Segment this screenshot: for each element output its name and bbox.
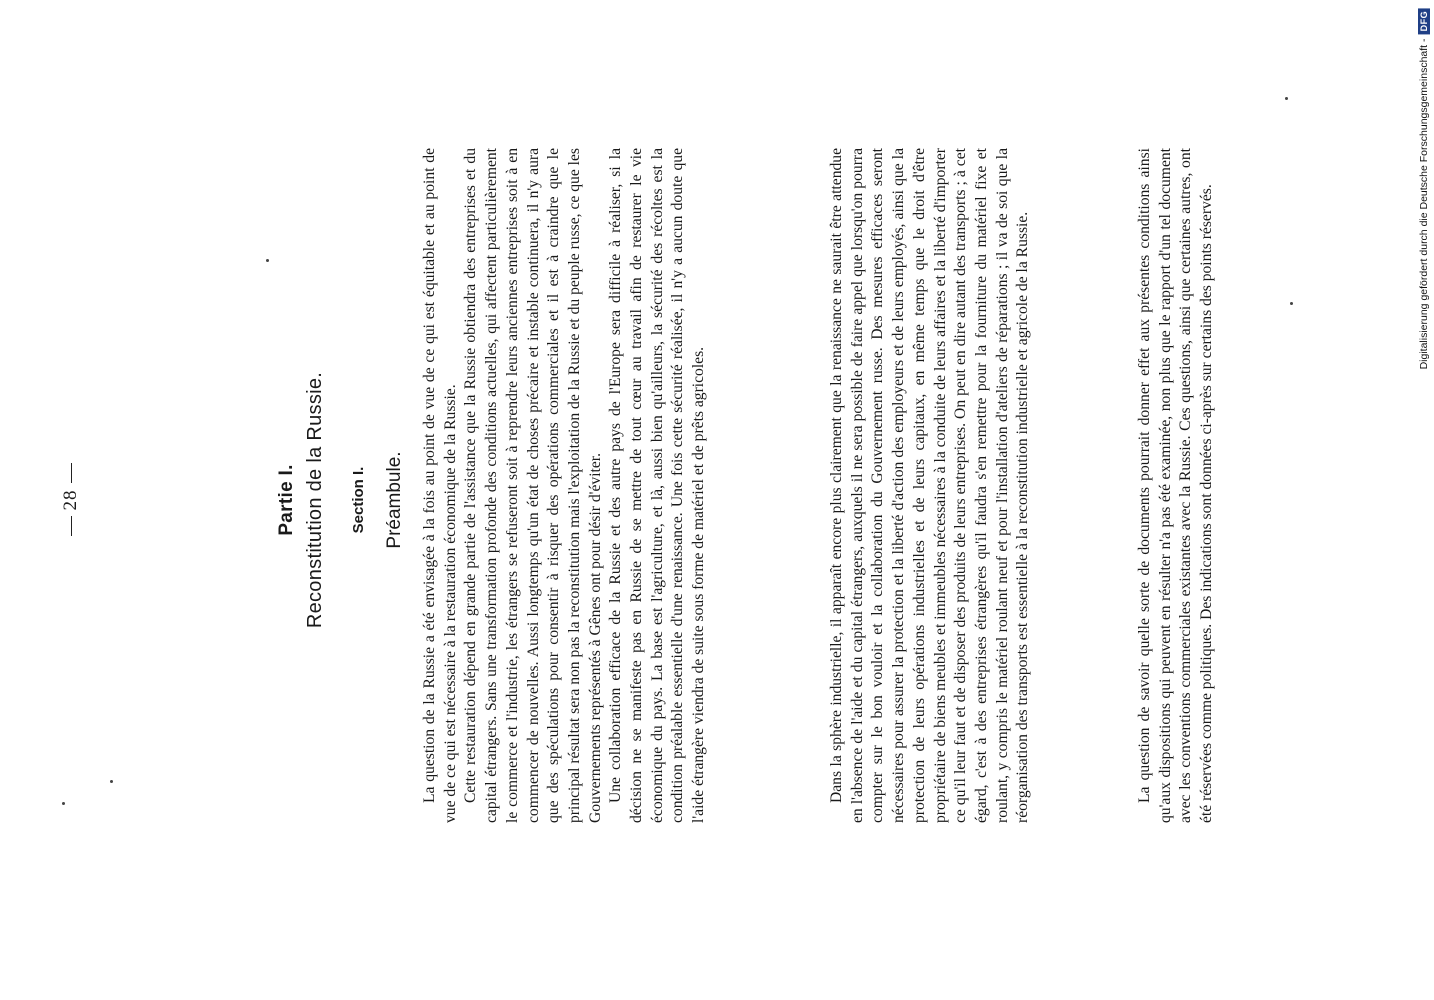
paragraph: Cette restauration dépend en grande partie de l'assistance que la Russie obtiendra des entreprises et du capital étrangers. Sans une transformation profonde des conditions actuelles, qui affectent particulièrement le commerce et l'industrie, les étrangers se refuseront soit à reprendre leurs anciennes entreprises soit à en commencer de nouvelles. Aussi longtemps qu'un état de choses précaire et instable continuera, il n'y aura que des spéculations pour consentir à risquer des opérations commerciales et il est à craindre que le principal résultat sera non pas la reconstitution mais l'exploitation de la Russie et du peuple russe, ce que les Gouvernements représentés à Gênes ont pour désir d'éviter. bbox=[462, 148, 604, 823]
scan-speck bbox=[1285, 97, 1288, 100]
scan-speck bbox=[62, 802, 65, 805]
paragraph: Une collaboration efficace de la Russie et des autre pays de l'Europe sera difficile à réaliser, si la décision ne se manifeste pas en Russie de se mettre de tout cœur au travail afin de restaurer le vie économique du pays. La base est l'agriculture, et là, aussi bien qu'ailleurs, la sécurité des récoltes est la condition préalable essentielle d'une renaissance. Une fois cette sécurité réalisée, il n'y a aucun doute que l'aide étrangère viendra de suite sous forme de matériel et de prêts agricoles. bbox=[607, 148, 708, 823]
credit-text: Digitalisierung gefördert durch die Deutsche Forschungsgemeinschaft - bbox=[1418, 38, 1430, 370]
text-block-1 bbox=[420, 148, 710, 823]
section-title: Section I. bbox=[350, 466, 367, 534]
paragraph: La question de la Russie a été envisagée à la fois au point de vue de ce qui est équitable et au point de vue de ce qui est nécessaire à la restauration économique de la Russie. bbox=[421, 148, 459, 823]
part-title: Partie I. bbox=[276, 464, 297, 536]
scan-speck bbox=[1290, 302, 1293, 305]
preamble-title: Préambule. bbox=[384, 451, 405, 549]
digitization-credit bbox=[1418, 8, 1430, 369]
text-block-2 bbox=[827, 148, 1034, 823]
scan-speck bbox=[110, 780, 113, 783]
page-number: 28 bbox=[60, 0, 82, 1000]
main-title: Reconstitution de la Russie. bbox=[304, 371, 326, 629]
paragraph: La question de savoir quelle sorte de documents pourrait donner effet aux présentes conditions ainsi qu'aux dispositions qui peuvent en résulter n'a pas été examinée, non plus que le rapport d'un tel document avec les conventions commerciales existantes avec la Russie. Ces questions, ainsi que certaines autres, ont été réservées comme politiques. Des indications sont données ci-après sur certains des points réservés. bbox=[1136, 148, 1216, 823]
text-block-3 bbox=[1135, 148, 1218, 823]
dfg-logo-icon: DFG bbox=[1418, 8, 1430, 35]
scan-speck bbox=[266, 259, 269, 262]
paragraph: Dans la sphère industrielle, il apparaît encore plus clairement que la renaissance ne saurait être attendue en l'absence de l'aide et du capital étrangers, auxquels il ne sera possible de faire appel que lorsqu'on pourra compter sur le bon vouloir et la collaboration du Gouvernement russe. Des mesures efficaces seront nécessaires pour assurer la protection et la liberté d'action des employeurs et de leurs employés, ainsi que la protection de leurs opérations industrielles et de leurs capitaux, en même temps que le droit d'être propriétaire de biens meubles et immeubles nécessaires à la conduite de leurs affaires et la liberté d'importer ce qu'il leur faut et de disposer des produits de leurs entreprises. On peut en dire autant des transports ; à cet égard, c'est à des entreprises étrangères qu'il faudra s'en remettre pour la fourniture du matériel fixe et roulant, y compris le matériel roulant neuf et pour l'installation d'ateliers de réparations ; il va de soi que la réorganisation des transports est essentielle à la reconstitution industrielle et agricole de la Russie. bbox=[828, 148, 1032, 823]
